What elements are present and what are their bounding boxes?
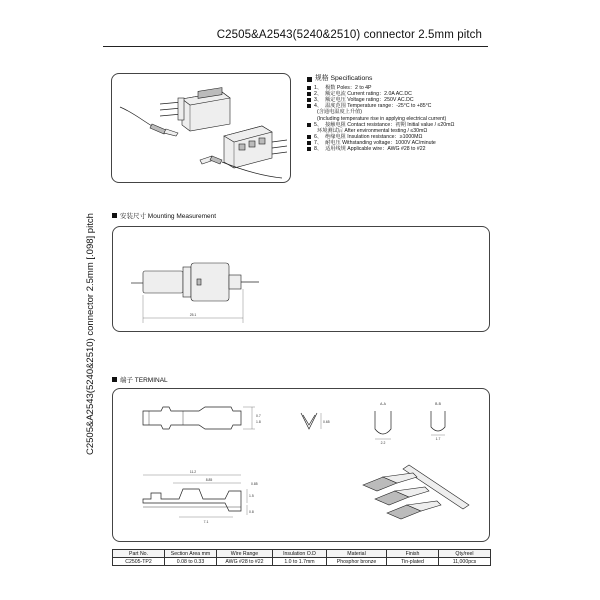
- heading-square-icon: [307, 77, 312, 82]
- terminal-drawings: [113, 389, 491, 543]
- bullet-icon: [307, 92, 311, 96]
- bullet-icon: [307, 147, 311, 151]
- col-finish: Finish: [387, 550, 439, 558]
- bullet-icon: [307, 98, 311, 102]
- terminal-side-view: [143, 407, 261, 429]
- dim-section-b-width: 1.7: [435, 437, 441, 441]
- section-a-a: [375, 402, 391, 445]
- dim-pitch: 7.1: [203, 520, 209, 524]
- header-connector-drawing: [160, 88, 230, 131]
- part-table: [112, 549, 491, 566]
- heading-square-icon: [112, 377, 117, 382]
- col-section-area: Section Area mm: [165, 550, 217, 558]
- table-header-row: [113, 550, 491, 558]
- dim-view: 0.65: [323, 420, 330, 424]
- cell-insulation-od: 1.0 to 1.7mm: [273, 558, 327, 566]
- spec-item: 1、 极数 Poles：2 to 4P: [307, 85, 507, 91]
- bullet-icon: [307, 135, 311, 139]
- spec-item-continuation: (Including temperature rise in applying electrical current): [317, 115, 447, 122]
- spec-item: 2、 额定电流 Current rating：2.0A AC.DC: [307, 91, 507, 97]
- spec-item-continuation: 环境测试后 After environmental testing / ≤30mΩ: [317, 127, 428, 134]
- dim-height-b: 0.8: [249, 510, 254, 514]
- col-material: Material: [327, 550, 387, 558]
- terminal-heading: 端子 TERMINAL: [112, 375, 168, 384]
- mounting-drawing: [113, 227, 491, 333]
- cell-material: Phosphor bronze: [327, 558, 387, 566]
- terminal-flat-blank: [143, 470, 258, 524]
- terminal-panel: [112, 388, 490, 542]
- bullet-icon: [307, 123, 311, 127]
- side-title: C2505&A2543(5240&2510) connector 2.5mm [.098] pitch: [85, 213, 96, 455]
- section-a-label: A-A: [380, 402, 386, 406]
- heading-square-icon: [112, 213, 117, 218]
- col-insulation-od: Insulation O.D: [273, 550, 327, 558]
- page-title: C2505&A2543(5240&2510) connector 2.5mm pitch: [216, 29, 482, 41]
- section-b-label: B-B: [435, 402, 441, 406]
- col-qty-reel: Qty/reel: [439, 550, 491, 558]
- spec-item: 5、 接触电阻 Contact resistance：初期 Initial value / ≤20mΩ: [307, 122, 507, 128]
- mounting-panel: [112, 226, 490, 332]
- bullet-icon: [307, 86, 311, 90]
- specifications-heading: 规格 Specifications: [307, 76, 507, 82]
- section-b-b: [431, 402, 445, 441]
- cell-qty-reel: 11,000pcs: [439, 558, 491, 566]
- cell-part-no: C2505-TP2: [113, 558, 165, 566]
- housing-connector-drawing: [224, 126, 287, 168]
- col-wire-range: Wire Range: [217, 550, 273, 558]
- spec-item: 7、 耐电压 Withstanding voltage：1000V AC/minute: [307, 140, 507, 146]
- dim-overall-length: 11.2: [189, 470, 197, 474]
- cell-wire-range: AWG #28 to #22: [217, 558, 273, 566]
- specifications-block: [307, 76, 507, 152]
- terminal-reel-strip: [363, 465, 469, 519]
- terminal-front-view: [301, 413, 330, 429]
- dim-section-a-width: 2.2: [380, 441, 386, 445]
- bullet-icon: [307, 104, 311, 108]
- dim-crimp-height: 1.8: [256, 420, 261, 424]
- dim-height-a: 1.5: [249, 494, 254, 498]
- cell-finish: Tin-plated: [387, 558, 439, 566]
- spec-item: 3、 额定电压 Voltage rating：250V AC.DC: [307, 97, 507, 103]
- product-illustration-panel: [111, 73, 291, 183]
- mounting-dimension-label: 25.1: [189, 313, 197, 317]
- cell-section-area: 0.08 to 0.33: [165, 558, 217, 566]
- table-row: [113, 558, 491, 566]
- dim-front-width: 0.85: [251, 482, 258, 486]
- mounting-heading: 安装尺寸 Mounting Measurement: [112, 211, 216, 220]
- connector-illustration: [112, 74, 292, 184]
- header-divider: [103, 46, 488, 47]
- spec-item: 6、 绝缘电阻 Insulation resistance：≥1000MΩ: [307, 134, 507, 140]
- bullet-icon: [307, 141, 311, 145]
- dim-barrel-length: 8.85: [205, 478, 213, 482]
- spec-item: 8、 适用线规 Applicable wire：AWG #28 to #22: [307, 146, 507, 152]
- spec-item: 4、 温度范围 Temperature range：-25°C to +85°C: [307, 103, 507, 109]
- spec-item-continuation: (含通电温度上升值): [317, 109, 362, 116]
- terminal-wire-drawing-1: [120, 107, 178, 136]
- dim-wire-width: 0.7: [256, 414, 261, 418]
- col-part-no: Part No.: [113, 550, 165, 558]
